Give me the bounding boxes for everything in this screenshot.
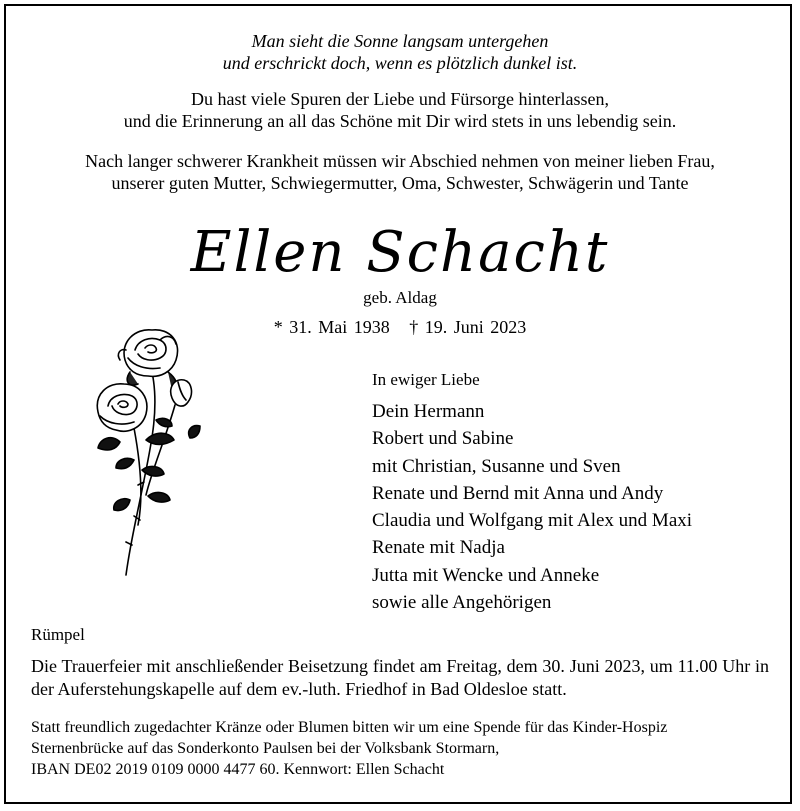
announcement-line: unserer guten Mutter, Schwiegermutter, Oma, Schwester, Schwägerin und Tante [111,173,689,193]
donation-info [31,717,769,780]
tribute-text [0,88,800,132]
poem-line: Man sieht die Sonne langsam untergehen [251,31,549,51]
funeral-info: Die Trauerfeier mit anschließender Beisetzung findet am Freitag, dem 30. Juni 2023, um 11.00 Uhr in der Auferstehungskapelle auf dem ev.-luth. Friedhof in Bad Oldesloe statt. [31,656,769,699]
list-item: Renate mit Nadja [372,537,505,559]
donation-line: Statt freundlich zugedachter Kränze oder Blumen bitten wir um eine Spende für das Kinder-Hospiz [31,719,668,736]
tribute-line: Du hast viele Spuren der Liebe und Fürsorge hinterlassen, [190,89,610,109]
poem-line: und erschrickt doch, wenn es plötzlich dunkel ist. [222,53,578,73]
donation-line: Sternenbrücke auf das Sonderkonto Paulsen bei der Volksbank Stormarn, [31,740,500,757]
announcement-line: Nach langer schwerer Krankheit müssen wir Abschied nehmen von meiner lieben Frau, [85,151,715,171]
list-item: Dein Hermann [372,401,485,422]
rose-icon [90,320,215,580]
donation-line: IBAN DE02 2019 0109 0000 4477 60. Kennwort: Ellen Schacht [31,761,445,778]
list-item: sowie alle Angehörigen [372,592,552,614]
mourners-heading: In ewiger Liebe [372,370,480,389]
announcement-text [0,150,800,194]
list-item: Jutta mit Wencke und Anneke [372,564,600,586]
place-name: Rümpel [31,625,85,644]
maiden-name: geb. Aldag [363,288,437,307]
poem [0,30,800,74]
list-item: Robert und Sabine [372,428,514,450]
list-item: Claudia und Wolfgang mit Alex und Maxi [372,510,693,532]
list-item: Renate und Bernd mit Anna und Andy [372,482,664,504]
tribute-line: und die Erinnerung an all das Schöne mit Dir wird stets in uns lebendig sein. [123,111,677,131]
life-dates: * 31. Mai 1938 † 19. Juni 2023 [273,317,527,337]
mourners-list [372,398,692,616]
list-item: mit Christian, Susanne und Sven [372,455,621,477]
deceased-name: Ellen Schacht [190,220,610,285]
